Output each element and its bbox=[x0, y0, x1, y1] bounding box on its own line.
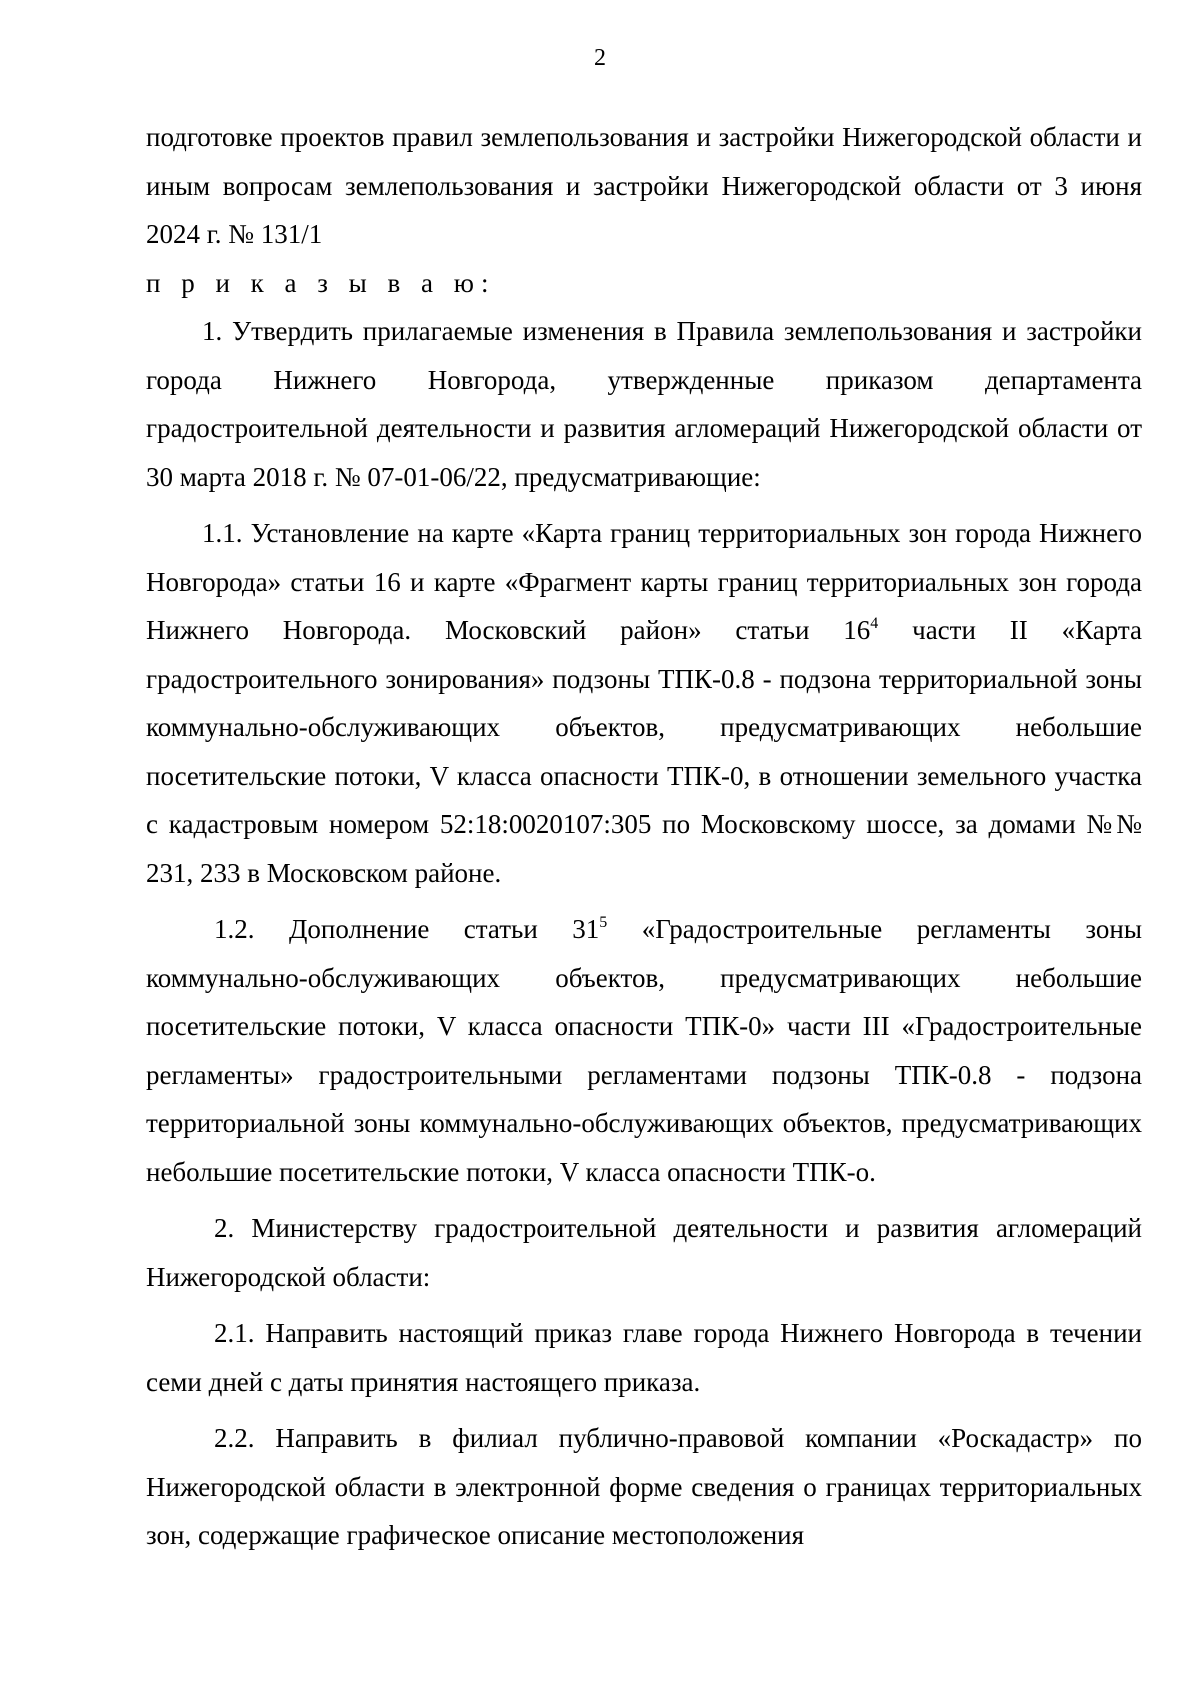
item-1-2-text-b: «Градостроительные регламенты зоны коммунально-обслуживающих объектов, предусматривающих небольшие посетительские потоки, V класса опасности ТПК-0» части III «Градостроительные регламенты» градостроительными регламентами подзоны ТПК-0.8 - подзона территориальной зоны коммунально-обслуживающих объектов, предусматривающих небольшие посетительские потоки, V класса опасности ТПК-о. bbox=[146, 914, 1142, 1187]
page-number: 2 bbox=[594, 45, 606, 71]
item-1-1-text-b: части II «Карта градостроительного зонирования» подзоны ТПК-0.8 - подзона территориальной зоны коммунально-обслуживающих объектов, предусматривающих небольшие посетительские потоки, V класса опасности ТПК-0, в отношении земельного участка с кадастровым номером 52:18:0020107:305 по Московскому шоссе, за домами №№ 231, 233 в Московском районе. bbox=[146, 615, 1142, 888]
item-2-2-paragraph: 2.2. Направить в филиал публично-правовой компании «Роскадастр» по Нижегородской области в электронной форме сведения о границах территориальных зон, содержащие графическое описание местоположения bbox=[146, 1423, 1142, 1550]
item-1-1-superscript: 4 bbox=[870, 615, 879, 632]
intro-paragraph: подготовке проектов правил землепользования и застройки Нижегородской области и иным вопросам землепользования и застройки Нижегородской области от 3 июня 2024 г. № 131/1 bbox=[146, 122, 1142, 249]
item-2-1-paragraph: 2.1. Направить настоящий приказ главе города Нижнего Новгорода в течении семи дней с даты принятия настоящего приказа. bbox=[146, 1318, 1142, 1397]
item-1-1-paragraph bbox=[146, 509, 1142, 897]
document-body bbox=[146, 113, 1142, 1560]
item-1-paragraph: 1. Утвердить прилагаемые изменения в Правила землепользования и застройки города Нижнего Новгорода, утвержденные приказом департамента градостроительной деятельности и развития агломераций Нижегородской области от 30 марта 2018 г. № 07-01-06/22, предусматривающие: bbox=[146, 316, 1142, 492]
item-1-2-superscript: 5 bbox=[599, 914, 608, 931]
item-2-paragraph: 2. Министерству градостроительной деятельности и развития агломераций Нижегородской области: bbox=[146, 1213, 1142, 1292]
item-1-2-paragraph bbox=[146, 905, 1142, 1196]
item-1-1-text-a: 1.1. Установление на карте «Карта границ территориальных зон города Нижнего Новгорода» статьи 16 и карте «Фрагмент карты границ территориальных зон города Нижнего Новгорода. Московский район» статьи 16 bbox=[146, 518, 1142, 645]
order-word: п р и к а з ы в а ю: bbox=[146, 267, 496, 298]
item-1-2-text-a: 1.2. Дополнение статьи 31 bbox=[214, 914, 600, 944]
